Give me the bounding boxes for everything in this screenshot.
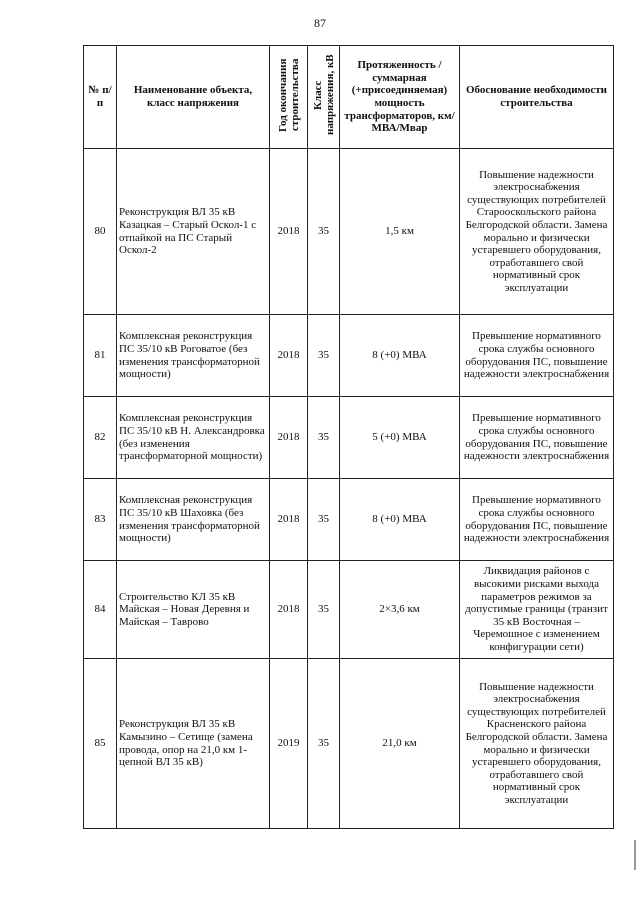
row-year: 2018	[270, 397, 308, 479]
header-justification: Обоснование необходимости строительства	[460, 46, 614, 149]
row-name: Реконструкция ВЛ 35 кВ Камызино – Сетище (замена провода, опор на 21,0 км 1-цепной ВЛ 35 кВ)	[117, 659, 270, 829]
header-voltage-text: Класс напряжения, кВ	[311, 54, 336, 136]
row-year: 2018	[270, 479, 308, 561]
table-row	[84, 659, 614, 829]
table-row	[84, 479, 614, 561]
row-justification: Ликвидация районов с высокими рисками выхода параметров режимов за допустимые границы (транзит 35 кВ Восточная – Черемошное с изменением конфигурации сети)	[460, 561, 614, 659]
row-voltage: 35	[308, 561, 340, 659]
row-voltage: 35	[308, 315, 340, 397]
row-length: 8 (+0) МВА	[340, 479, 460, 561]
row-name: Комплексная реконструкция ПС 35/10 кВ Шаховка (без изменения трансформаторной мощности)	[117, 479, 270, 561]
row-num: 83	[84, 479, 117, 561]
row-justification: Превышение нормативного срока службы основного оборудования ПС, повышение надежности электроснабжения	[460, 479, 614, 561]
row-voltage: 35	[308, 149, 340, 315]
header-year	[270, 46, 308, 149]
scan-edge-mark	[634, 840, 636, 870]
row-name: Комплексная реконструкция ПС 35/10 кВ Н. Александровка (без изменения трансформаторной мощности)	[117, 397, 270, 479]
row-year: 2018	[270, 149, 308, 315]
row-voltage: 35	[308, 659, 340, 829]
row-year: 2018	[270, 315, 308, 397]
row-justification: Повышение надежности электроснабжения существующих потребителей Красненского района Белгородской области. Замена морально и физически устаревшего оборудования, отработавшего свой нормативный срок эксплуатации	[460, 659, 614, 829]
page-number: 87	[314, 16, 326, 30]
row-length: 8 (+0) МВА	[340, 315, 460, 397]
header-year-text: Год окончания строительства	[276, 58, 301, 132]
row-voltage: 35	[308, 397, 340, 479]
row-voltage: 35	[308, 479, 340, 561]
header-voltage	[308, 46, 340, 149]
header-name: Наименование объекта, класс напряжения	[117, 46, 270, 149]
header-num: № п/п	[84, 46, 117, 149]
header-length: Протяженность / суммарная (+присоединяемая) мощность трансформаторов, км/МВА/Мвар	[340, 46, 460, 149]
row-length: 1,5 км	[340, 149, 460, 315]
row-num: 84	[84, 561, 117, 659]
row-num: 80	[84, 149, 117, 315]
table-row	[84, 561, 614, 659]
table-row	[84, 397, 614, 479]
row-name: Комплексная реконструкция ПС 35/10 кВ Роговатое (без изменения трансформаторной мощности)	[117, 315, 270, 397]
row-name: Реконструкция ВЛ 35 кВ Казацкая – Старый Оскол-1 с отпайкой на ПС Старый Оскол-2	[117, 149, 270, 315]
table-row	[84, 315, 614, 397]
row-justification: Превышение нормативного срока службы основного оборудования ПС, повышение надежности электроснабжения	[460, 315, 614, 397]
row-length: 21,0 км	[340, 659, 460, 829]
row-justification: Превышение нормативного срока службы основного оборудования ПС, повышение надежности электроснабжения	[460, 397, 614, 479]
row-year: 2018	[270, 561, 308, 659]
header-row	[84, 46, 614, 149]
row-num: 82	[84, 397, 117, 479]
row-length: 5 (+0) МВА	[340, 397, 460, 479]
table-row	[84, 149, 614, 315]
row-year: 2019	[270, 659, 308, 829]
row-num: 85	[84, 659, 117, 829]
row-justification: Повышение надежности электроснабжения существующих потребителей Старооскольского района Белгородской области. Замена морально и физически устаревшего оборудования, отработавшего свой нормативный срок эксплуатации	[460, 149, 614, 315]
construction-table	[83, 45, 614, 829]
row-length: 2×3,6 км	[340, 561, 460, 659]
row-name: Строительство КЛ 35 кВ Майская – Новая Деревня и Майская – Таврово	[117, 561, 270, 659]
row-num: 81	[84, 315, 117, 397]
